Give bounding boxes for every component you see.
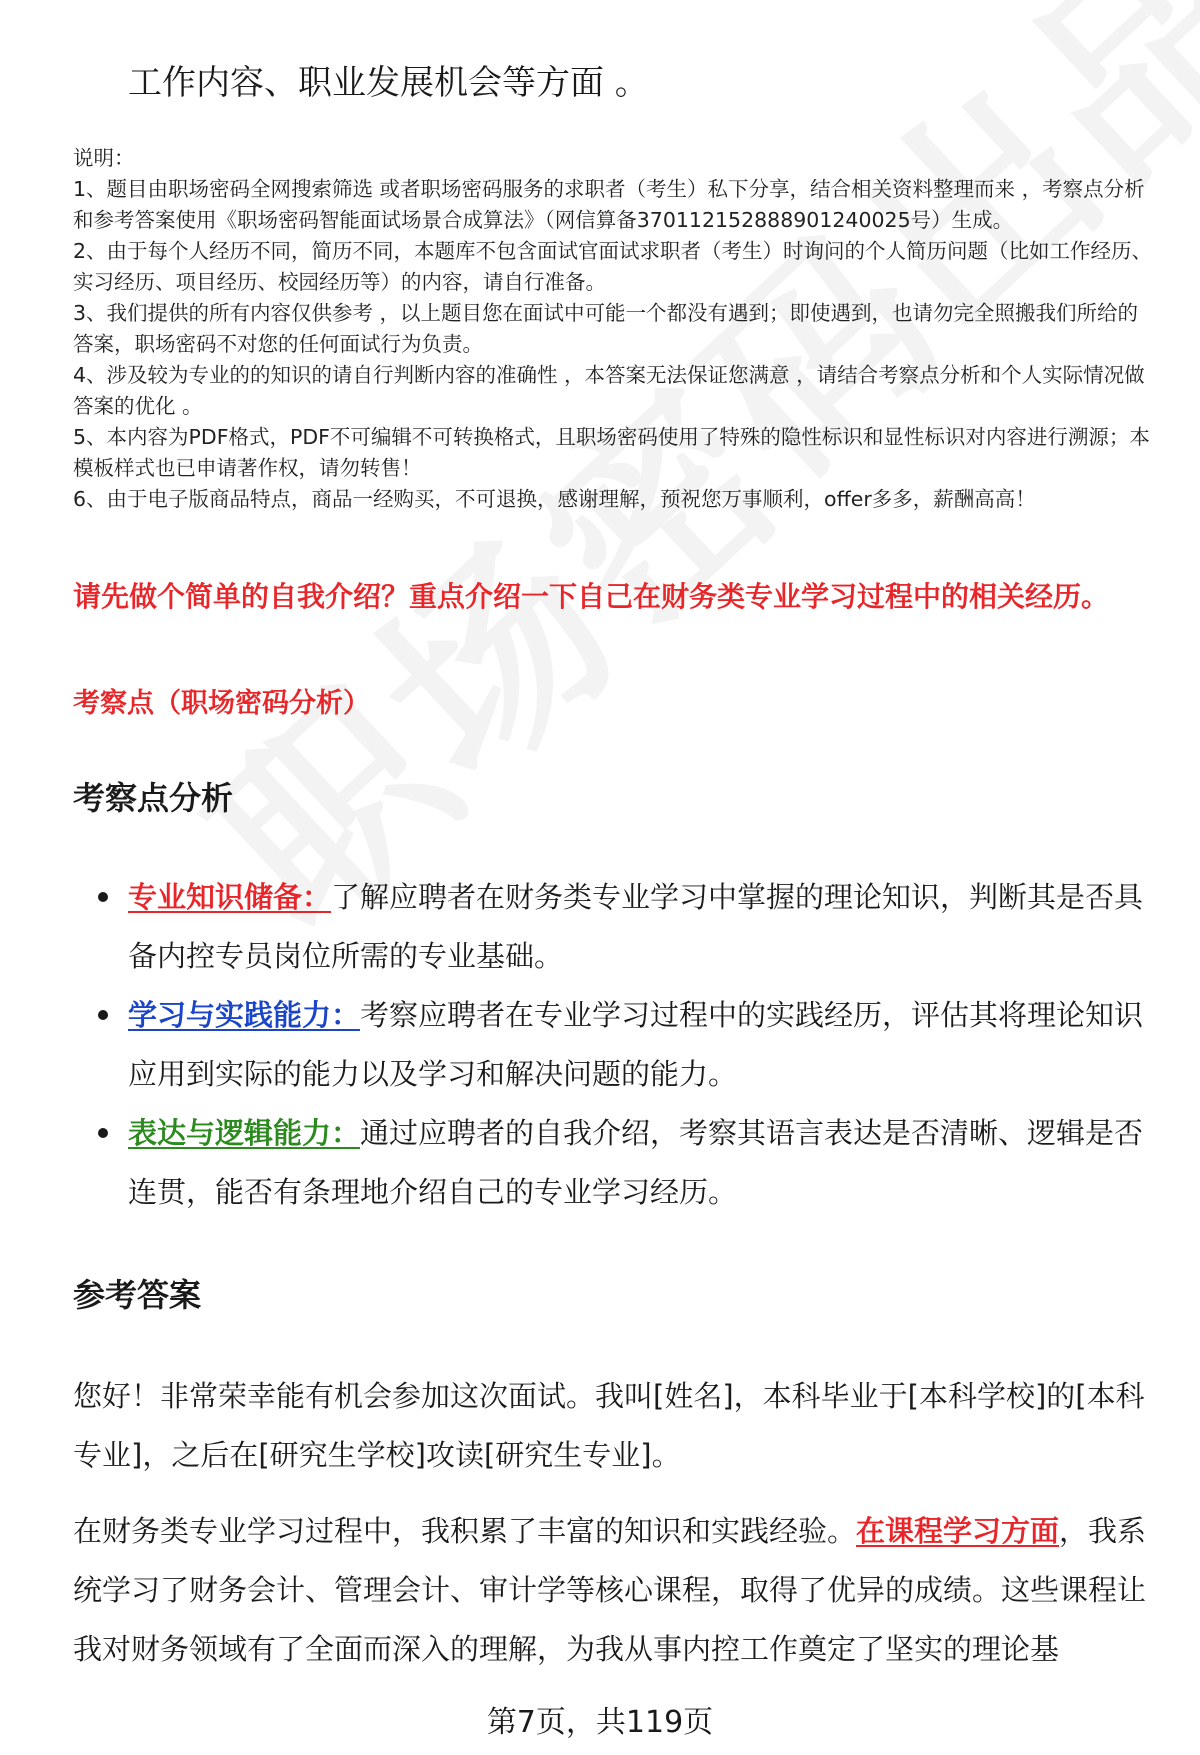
analysis-keyword: 表达与逻辑能力： <box>128 1116 361 1150</box>
bullet-dot-icon <box>98 1010 108 1020</box>
notes-heading: 说明： <box>73 146 135 170</box>
answer-heading: 参考答案 <box>73 1276 202 1314</box>
bullet-dot-icon <box>98 892 108 902</box>
analysis-heading: 考察点分析 <box>73 779 234 817</box>
analysis-label: 考察点（职场密码分析） <box>73 688 370 719</box>
analysis-text: 了解应聘者在财务类专业学习中掌握的理论知识，判断其是否具备内控专员岗位所需的专业基础。 <box>128 880 1144 973</box>
answer-text: ，我系统学习了财务会计、管理会计、审计学等核心课程，取得了优异的成绩。这些课程让我对财务领域有了全面而深入的理解，为我从事内控工作奠定了坚实的理论基 <box>73 1514 1147 1666</box>
analysis-text: 考察应聘者在专业学习过程中的实践经历，评估其将理论知识应用到实际的能力以及学习和解决问题的能力。 <box>128 998 1144 1091</box>
answer-text: 在财务类专业学习过程中，我积累了丰富的知识和实践经验。 <box>73 1514 857 1548</box>
note-item: 5、本内容为PDF格式，PDF不可编辑不可转换格式，且职场密码使用了特殊的隐性标识和显性标识对内容进行溯源；本模板样式也已申请著作权，请勿转售！ <box>73 425 1150 480</box>
analysis-item <box>128 1104 1148 1222</box>
answer-paragraph <box>73 1502 1153 1679</box>
note-item: 6、由于电子版商品特点，商品一经购买，不可退换，感谢理解，预祝您万事顺利，offer多多，薪酬高高！ <box>73 487 1036 511</box>
continued-text: 工作内容、职业发展机会等方面 。 <box>128 63 649 103</box>
bullet-dot-icon <box>98 1128 108 1138</box>
page-number: 第7页，共119页 <box>486 1705 714 1740</box>
analysis-keyword: 专业知识储备： <box>128 880 332 914</box>
answer-paragraph: 您好！非常荣幸能有机会参加这次面试。我叫[姓名]，本科毕业于[本科学校]的[本科专业]，之后在[研究生学校]攻读[研究生专业]。 <box>73 1379 1145 1472</box>
analysis-item <box>128 868 1148 986</box>
analysis-list <box>128 868 1148 1222</box>
note-item: 4、涉及较为专业的的知识的请自行判断内容的准确性 ，本答案无法保证您满意 ，请结合考察点分析和个人实际情况做答案的优化 。 <box>73 363 1145 418</box>
interview-question: 请先做个简单的自我介绍？重点介绍一下自己在财务类专业学习过程中的相关经历。 <box>73 580 1110 613</box>
note-item: 1、题目由职场密码全网搜索筛选 或者职场密码服务的求职者（考生）私下分享，结合相关资料整理而来 ，考察点分析和参考答案使用《职场密码智能面试场景合成算法》（网信算备370112152888901240025号）生成。 <box>73 177 1145 232</box>
note-item: 3、我们提供的所有内容仅供参考 ，以上题目您在面试中可能一个都没有遇到；即使遇到，也请勿完全照搬我们所给的答案，职场密码不对您的任何面试行为负责。 <box>73 301 1139 356</box>
notes-section <box>73 143 1153 515</box>
answer-highlight: 在课程学习方面 <box>856 1514 1060 1548</box>
analysis-text: 通过应聘者的自我介绍，考察其语言表达是否清晰、逻辑是否连贯，能否有条理地介绍自己的专业学习经历。 <box>128 1116 1144 1209</box>
analysis-keyword: 学习与实践能力： <box>128 998 361 1032</box>
note-item: 2、由于每个人经历不同，简历不同，本题库不包含面试官面试求职者（考生）时询问的个人简历问题（比如工作经历、实习经历、项目经历、校园经历等）的内容，请自行准备。 <box>73 239 1153 294</box>
analysis-item <box>128 986 1148 1104</box>
